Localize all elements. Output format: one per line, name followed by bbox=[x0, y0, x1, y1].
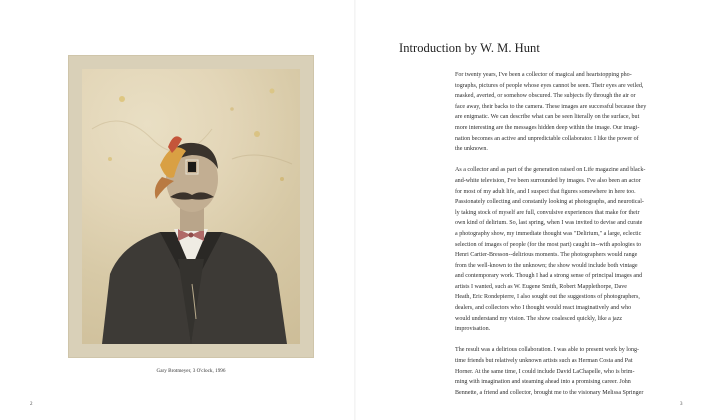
page-number-left: 2 bbox=[30, 402, 33, 407]
photo-caption: Gary Brotmeyer, 3 O'clock, 1996 bbox=[156, 368, 226, 374]
text-line: time friends but relatively unknown artists such as Herman Costa and Pat bbox=[455, 358, 633, 365]
text-line: a photography show, my immediate thought was "Delirium," a large, eclectic bbox=[455, 230, 642, 237]
text-line: artists I wanted, such as W. Eugene Smith, Robert Mapplethorpe, Dave bbox=[455, 283, 627, 290]
text-line: dealers, and collectors who I thought would react imaginatively and who bbox=[455, 305, 632, 312]
photograph bbox=[82, 69, 300, 344]
portrait-illustration bbox=[82, 69, 300, 344]
text-line: masked, averted, or somehow obscured. The subjects fly through the air or bbox=[455, 93, 636, 100]
text-line: The result was a delirious collaboration. I was able to present work by long- bbox=[455, 347, 640, 354]
text-line: Passionately collecting and constantly looking at photographs, and neurotical- bbox=[455, 199, 644, 206]
photograph-mount bbox=[68, 55, 314, 358]
text-line: ly taking stock of myself are full, convulsive experiences that make for their bbox=[455, 209, 640, 216]
paragraph-1 bbox=[455, 70, 681, 155]
text-line: selection of images of people (for the most part) caught in--with apologies to bbox=[455, 241, 642, 248]
text-line: would understand my vision. The show coalesced quickly, like a jazz bbox=[455, 315, 623, 322]
text-line: nation becomes an active and unpredictable collaborator. I like the power of bbox=[455, 135, 639, 142]
book-gutter bbox=[354, 0, 356, 420]
text-line: from the well-known to the unknown; the show would include both vintage bbox=[455, 262, 638, 269]
text-line: ming with imagination and steaming ahead into a promising career. John bbox=[455, 379, 631, 386]
text-line: As a collector and as part of the generation raised on Life magazine and black- bbox=[455, 167, 646, 174]
text-line: For twenty years, I've been a collector of magical and heartstopping pho- bbox=[455, 72, 632, 78]
text-line: own kind of delirium. So, last spring, when I was invited to devise and curate bbox=[455, 220, 643, 227]
text-line: the unknown. bbox=[455, 146, 488, 153]
text-line: tographs, pictures of people whose eyes cannot be seen. Their eyes are veiled, bbox=[455, 82, 644, 89]
text-line: and-white television, I've been surrounded by images. I've also been an actor bbox=[455, 177, 641, 184]
body-text bbox=[455, 70, 681, 398]
chapter-title: Introduction by W. M. Hunt bbox=[399, 41, 540, 55]
page-number-right: 3 bbox=[680, 402, 683, 407]
text-line: face away, their backs to the camera. These images are successful because they bbox=[455, 103, 647, 110]
text-line: Horner. At the same time, I could include David LaChapelle, who is brim- bbox=[455, 368, 635, 375]
text-line: improvisation. bbox=[455, 326, 491, 333]
text-line: Henri Cartier-Bresson--delirious moments. The photographers would range bbox=[455, 252, 638, 259]
text-line: more interesting are the messages hidden deep within the image. Our imagi- bbox=[455, 124, 640, 131]
text-line: and contemporary work. Though I had a strong sense of principal images and bbox=[455, 273, 643, 280]
text-line: are enigmatic. We can describe what can be seen literally on the surface, but bbox=[455, 114, 640, 121]
text-line: Bennette, a friend and collector, brought me to the visionary Melissa Springer bbox=[455, 389, 644, 396]
text-line: Heath, Eric Rondepierre, I also sought out the suggestions of photographers, bbox=[455, 294, 640, 301]
paragraph-2 bbox=[455, 165, 681, 335]
text-line: for most of my adult life, and I suspect that figures somewhere in here too. bbox=[455, 188, 636, 195]
paragraph-3 bbox=[455, 345, 681, 398]
